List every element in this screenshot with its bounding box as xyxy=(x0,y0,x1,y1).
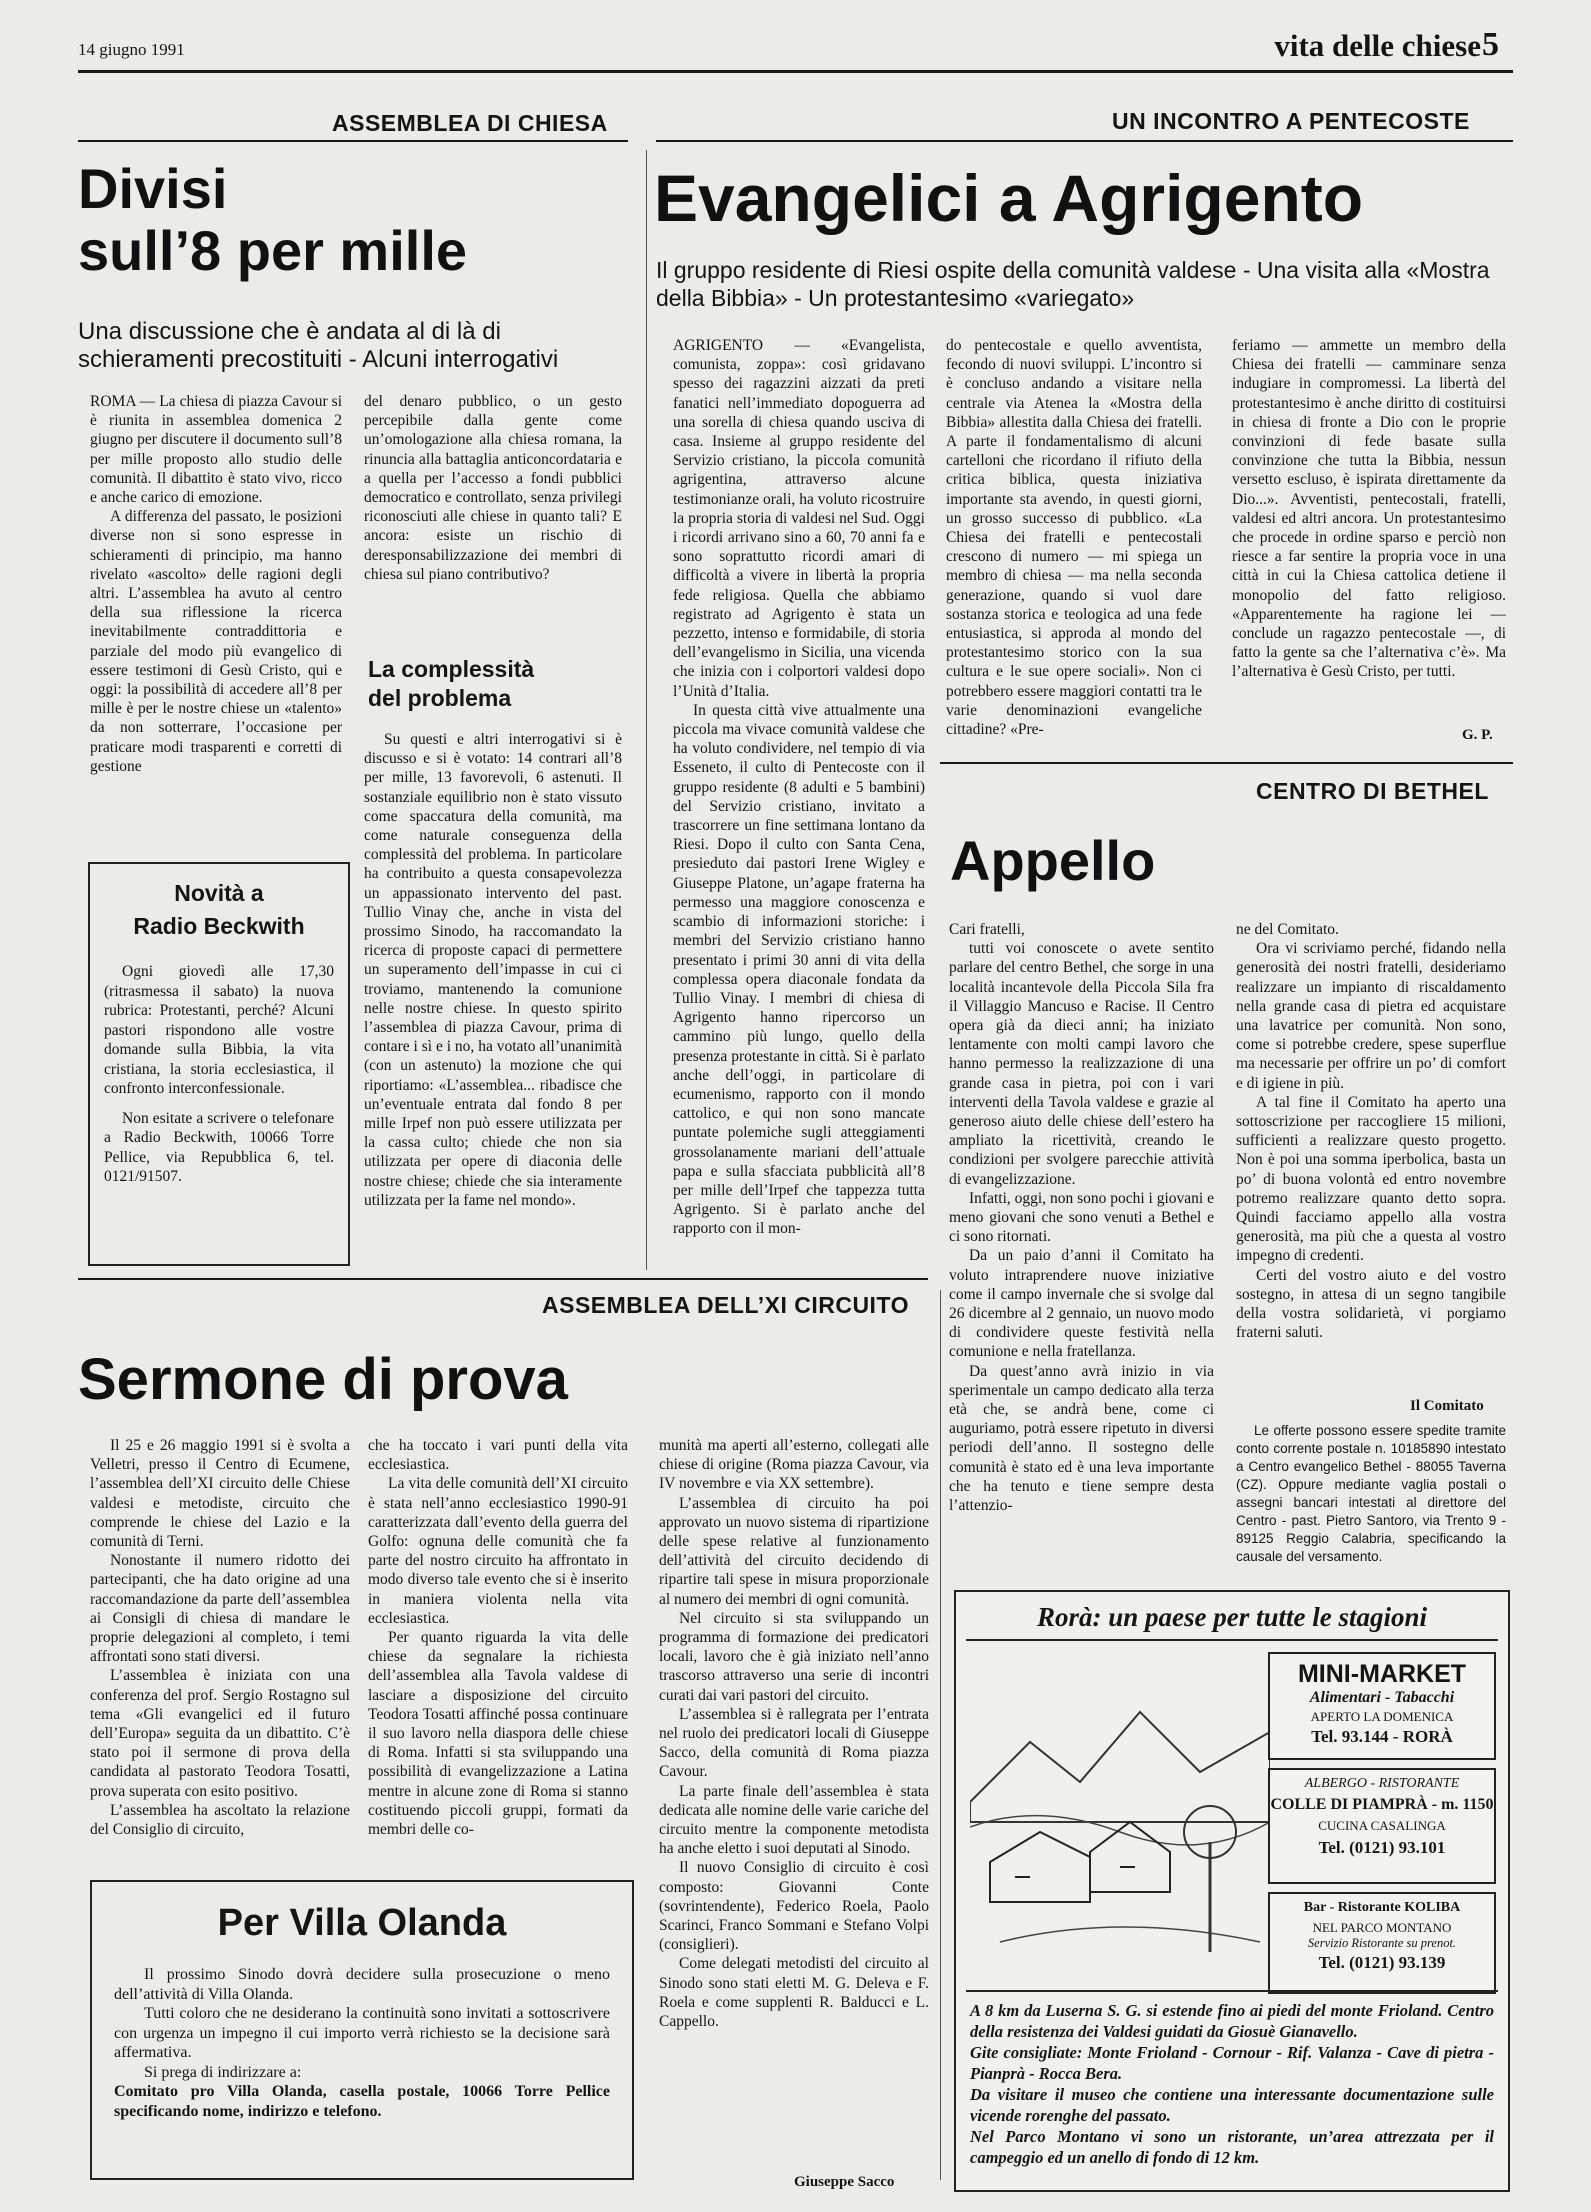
bethel-donation-note: Le offerte possono essere spedite tramite conto corrente postale n. 10185890 intestato a Centro evangelico Bethel - 88055 Taverna (CZ). Oppure mediante vaglia postali o assegni bancari intestati al direttore del Centro - past. Pietro Santoro, via Trento 9 - 89125 Reggio Calabria, specificando la causale del versamento. xyxy=(1236,1423,1506,1564)
paragraph: Ora vi scriviamo perché, fidando nella generosità dei nostri fratelli, desideriamo realizzare un impianto di riscaldamento nella grande casa di pietra ed acquistare una lavatrice per comunità. Non sono, come si potrebbe credere, spese superflue ma necessarie per offrire un po’ di comfort e di igiene in più. xyxy=(1236,940,1506,1092)
subhead-complexity: La complessità del problema xyxy=(368,656,535,711)
paragraph: Si prega di indirizzare a: xyxy=(144,2063,302,2081)
rora-ad xyxy=(954,1590,1510,2192)
assembly-col-1 xyxy=(90,392,342,842)
ad-koliba-name: NEL PARCO MONTANO xyxy=(1312,1920,1452,1935)
paragraph: feriamo — ammette un membro della Chiesa dei fratelli — camminare senza indugiare in compromessi. La libertà del protestantesimo è anche diritto di costituirsi in chiesa di fronte a Dio con le proprie convinzioni di fede basate sulla convinzione che tutta la Bibbia, nessun versetto escluso, è ispirata direttamente da Dio...». Avventisti, pentecostali, fratelli, valdesi ed altri ancora. Un protestantesimo che procede in ordine sparso e perciò non riesce a far sentire la propria voce in una città in cui la Chiesa cattolica detiene il monopolio del fatto religioso. «Apparentemente ha ragione lei — conclude un ragazzo pentecostale —, di fatto la gente sa che l’alternativa c’è». Ma l’alternativa è Gesù Cristo, per tutti. xyxy=(1232,337,1506,681)
paragraph: Tutti coloro che ne desiderano la continuità sono invitati a sottoscrivere con urgenza un impegno il cui importo verrà richiesto se la decisione sarà affermativa. xyxy=(114,2005,610,2061)
paragraph: Nel circuito si sta sviluppando un programma di formazione dei predicatori locali, lavoro che è già iniziato nell’anno trascorso attraverso una serie di incontri curati dai vari pastori del circuito. xyxy=(659,1609,929,1704)
deck-agrigento: Il gruppo residente di Riesi ospite della comunità valdese - Una visita alla «Mostra della Bibbia» - Un protestantesimo «variegato» xyxy=(656,257,1490,311)
paragraph: L’assemblea è iniziata con una conferenza del prof. Sergio Rostagno sul tema «Gli evangelici ed il futuro dell’Europa» seguita da un dibattito. C’è stato poi il sermone di prova della candidata al pastorato Teodora Tosatti, prova superata con esito positivo. xyxy=(90,1667,350,1800)
ad-albergo-tel: Tel. (0121) 93.101 xyxy=(1318,1838,1446,1857)
kicker-circuit: ASSEMBLEA DELL’XI CIRCUITO xyxy=(542,1292,909,1318)
paragraph: Il nuovo Consiglio di circuito è così composto: Giovanni Conte (sovrintendente), Federico Roela, Paolo Scarinci, Franco Sommani e Stefano Volpi (consiglieri). xyxy=(659,1859,929,1954)
rule-assembly xyxy=(78,140,628,142)
paragraph: tutti voi conoscete o avete sentito parlare del centro Bethel, che sorge in una località incantevole della Piccola Sila fra il Villaggio Mancuso e Racise. Il Centro opera già da dieci anni; ha iniziato lentamente con molti campi lavoro che hanno permesso la realizzazione di una grande casa in pietra, poi con i vari interventi della Tavola valdese e grazie al generoso aiuto delle chiese dell’estero ha ampliato la ricettività, creando le condizioni per svolgere parecchie attività di evangelizzazione. xyxy=(949,940,1214,1188)
ad-albergo-name: COLLE DI PIAMPRÀ - m. 1150 xyxy=(1270,1796,1494,1813)
circuit-col-3 xyxy=(659,1436,929,2166)
kicker-assembly: ASSEMBLEA DI CHIESA xyxy=(332,110,608,136)
paragraph: L’assemblea si è rallegrata per l’entrata nel ruolo dei predicatori locali di Giuseppe Sacco, della comunità di Roma piazza Cavour. xyxy=(659,1705,929,1781)
signature-bethel: Il Comitato xyxy=(1410,1398,1484,1414)
rule-bethel xyxy=(940,762,1513,764)
header-rule xyxy=(78,70,1513,73)
ad-mini-market-sub: Alimentari - Tabacchi xyxy=(1309,1689,1455,1706)
radio-title-1: Novità a xyxy=(174,880,264,906)
signature-agrigento: G. P. xyxy=(1462,727,1493,743)
paragraph: ne del Comitato. xyxy=(1236,921,1339,938)
ad-koliba-head: Bar - Ristorante KOLIBA xyxy=(1303,1900,1461,1915)
paragraph: Nel Parco Montano vi sono un ristorante, un’area attrezzata per il campeggio ed un anello di fondo di 12 km. xyxy=(970,2127,1494,2167)
paragraph: A tal fine il Comitato ha aperto una sottoscrizione per raccogliere 15 milioni, sufficienti a realizzare questo progetto. Non è poi una somma iperbolica, basta un po’ di buona volontà ed entro novembre potremo realizzare quanto detto sopra. Quindi facciamo appello alla vostra generosità, ma più che a questa al vostro impegno di credenti. xyxy=(1236,1093,1506,1265)
ad-mini-market-name: MINI-MARKET xyxy=(1297,1660,1467,1688)
paragraph: Cari fratelli, xyxy=(949,921,1025,938)
agrigento-col-3 xyxy=(1232,336,1506,726)
paragraph: In questa città vive attualmente una piccola ma vivace comunità valdese che ha voluto condividere, nel tempio di via Esseneto, il culto di Pentecoste con il gruppo residente (8 adulti e 5 bambini) del Servizio cristiano, invitato a trascorrere un fine settimana lontano da Riesi. Dopo il culto con Santa Cena, presieduto dai pastori Irene Wigley e Giuseppe Platone, un’agape fraterna ha permesso una maggiore conoscenza e scambio di informazioni storiche: i membri del Servizio cristiano hanno presentato i primi 30 anni di vita della complessa opera diaconale fondata da Tullio Vinay. I membri di chiesa di Agrigento hanno ripercorso un cammino più lungo, quello della presenza protestante in città. Si è parlato anche dell’oggi, in particolare di ecumenismo, rapporto con il mondo cattolico, e qui non sono mancate puntate polemiche sugli atteggiamenti grossolanamente mariani dell’attuale papa e sulla sfacciata pubblicità all’8 per mille dell’Irpef che tappezza tutta Agrigento. Si è parlato anche del rapporto con il mon- xyxy=(673,701,925,1238)
paragraph: A 8 km da Luserna S. G. si estende fino ai piedi del monte Frioland. Centro della resistenza dei Valdesi guidati da Giosuè Gianavello. xyxy=(970,2001,1494,2041)
bethel-col-1 xyxy=(949,920,1214,1580)
paragraph: Il 25 e 26 maggio 1991 si è svolta a Velletri, presso il Centro di Ecumene, l’assemblea dell’XI circuito delle Chiese valdesi e metodiste, circuito che comprende le chiese del Lazio e la comunità di Terni. xyxy=(90,1437,350,1551)
paragraph: Nonostante il numero ridotto dei partecipanti, che ha dato origine ad una raccomandazione da parte dell’assemblea ai Consigli di chiesa di mandare le proprie delegazioni al completo, i temi affrontati sono stati diversi. xyxy=(90,1552,350,1666)
paragraph: La parte finale dell’assemblea è stata dedicata alle nomine delle varie cariche del circuito mentre la componente metodista ha anche eletto i suoi deputati al Sinodo. xyxy=(659,1782,929,1858)
paragraph: Il prossimo Sinodo dovrà decidere sulla prosecuzione o meno dell’attività di Villa Olanda. xyxy=(114,1966,610,2003)
paragraph: Comitato pro Villa Olanda, casella postale, 10066 Torre Pellice specificando nome, indirizzo e telefono. xyxy=(114,2083,610,2120)
paragraph: Infatti, oggi, non sono pochi i giovani e meno giovani che sono venuti a Bethel e ci sono ritornati. xyxy=(949,1189,1214,1246)
kicker-bethel: CENTRO DI BETHEL xyxy=(1256,778,1489,804)
villa-olanda-box xyxy=(90,1880,634,2180)
circuit-col-1 xyxy=(90,1436,350,1854)
rora-divider xyxy=(966,1990,1498,1992)
paragraph: L’assemblea di circuito ha poi approvato un nuovo sistema di ripartizione delle spese relative al funzionamento dell’attività del circuito decidendo di ripartire tali spese in misura proporzionale al numero dei membri di ogni comunità. xyxy=(659,1494,929,1608)
page-number: 5 xyxy=(1482,26,1499,63)
assembly-col-2 xyxy=(364,392,622,662)
ad-mini-market-tel: Tel. 93.144 - RORÀ xyxy=(1311,1727,1453,1746)
agrigento-col-2 xyxy=(946,336,1202,746)
radio-box xyxy=(88,862,350,1266)
signature-circuit: Giuseppe Sacco xyxy=(794,2174,895,2190)
paragraph: Da un paio d’anni il Comitato ha voluto intraprendere nuove iniziative come il campo invernale che si svolge dal 26 dicembre al 2 gennaio, un nuovo modo di condividere queste festività nella comunione e nella fratellanza. xyxy=(949,1247,1214,1361)
paragraph: munità ma aperti all’esterno, collegati alle chiese di origine (Roma piazza Cavour, via IV novembre e via XX settembre). xyxy=(659,1437,929,1493)
radio-title-2: Radio Beckwith xyxy=(133,913,305,939)
paragraph: Da quest’anno avrà inizio in via sperimentale un campo dedicato alla terza età che, se andrà bene, come ci auguriamo, potrà essere ripetuto in diversi periodi dell’anno. Il sostegno delle comunità è stato ed è una leva importante che ha tenuto e tiene sempre desta l’attenzio- xyxy=(949,1362,1214,1515)
paragraph: che ha toccato i vari punti della vita ecclesiastica. xyxy=(368,1437,628,1474)
paragraph: do pentecostale e quello avventista, fecondo di nuovi sviluppi. L’incontro si è concluso andando a visitare nella centrale via Atenea la «Mostra della Bibbia» allestita dalla Chiesa dei fratelli. A parte il fondamentalismo di alcuni cartelloni che ricordano il rifiuto della critica biblica, questa iniziativa importante sta avendo, in questi giorni, un grosso successo di pubblico. «La Chiesa dei fratelli e pentecostali crescono di numero — mi spiega un membro di chiesa — ma nella seconda generazione, quando si vuol dare sostanza storica e teologica ad una fede entusiastica, si approda al mondo del protestantesimo storico con la sua cultura e le sue opere sociali». Non ci potrebbero essere maggiori contatti tra le varie denominazioni evangeliche cittadine? «Pre- xyxy=(946,337,1202,739)
paragraph: Per quanto riguarda la vita delle chiese da segnalare la richiesta dell’assemblea alla Tavola valdese di lasciare a disposizione del circuito Teodora Tosatti affinché possa continuare il suo lavoro nella diaspora delle chiese di Roma. Infatti si sta sviluppando una possibilità di evangelizzazione a Latina mentre in alcune zone di Roma si stanno costituendo piccoli gruppi, formati da membri delle co- xyxy=(368,1629,628,1839)
column-rule xyxy=(940,1290,941,2180)
rora-title: Rorà: un paese per tutte le stagioni xyxy=(1036,1602,1428,1632)
headline-assembly-1: Divisi xyxy=(78,157,228,220)
paragraph: Come delegati metodisti del circuito al Sinodo sono stati eletti M. G. Deleva e F. Roela e come supplenti R. Balducci e L. Cappello. xyxy=(659,1955,929,2031)
paragraph: Certi del vostro aiuto e del vostro sostegno, in attesa di un segno tangibile della vostra solidarietà, vi porgiamo fraterni saluti. xyxy=(1236,1266,1506,1342)
bethel-col-2 xyxy=(1236,920,1506,1400)
village-illustration xyxy=(970,1652,1270,1972)
headline-assembly-2: sull’8 per mille xyxy=(78,219,468,282)
ad-koliba-note: Servizio Ristorante su prenot. xyxy=(1307,1936,1457,1950)
radio-body: Ogni giovedì alle 17,30 (ritrasmessa il sabato) la nuova rubrica: Protestanti, perché? Alcuni pastori rispondono alle vostre domande sulla Bibbia, la vita cristiana, la storia ecclesiastica, il confronto interconfessionale. xyxy=(104,963,334,1097)
paragraph: AGRIGENTO — «Evangelista, comunista, zoppa»: così gridavano spesso dei ragazzini aizzati da preti fanatici nell’immediato dopoguerra ad una sorella di chiesa quando usciva di casa. Insieme al gruppo residente del Servizio cristiano, la piccola comunità agrigentina, attraverso alcune testimonianze orali, ha voluto ricostruire la propria storia di valdesi nel Sud. Oggi i ricordi arrivano sino a 60, 70 anni fa e sono soprattutto ricordi amari di difficoltà a vivere in libertà la propria fede religiosa. Quella che abbiamo registrato ad Agrigento è stata un pezzetto, intenso e formidabile, di storia dell’evangelismo in Sicilia, una vicenda che inizia con i colportori valdesi dopo l’Unità d’Italia. xyxy=(673,337,925,700)
kicker-agrigento: UN INCONTRO A PENTECOSTE xyxy=(1112,108,1470,134)
paragraph: Su questi e altri interrogativi si è discusso e si è votato: 14 contrari all’8 per mille, 13 favorevoli, 6 astenuti. Il sostanziale equilibrio non è stato vissuto come spaccatura della comunità, ma come naturale conseguenza della complessità del problema. In particolare ha contribuito a questa consapevolezza un appassionato intervento del past. Tullio Vinay che, anche in vista del prossimo Sinodo, ha raccomandato la ricerca di proposte capaci di permettere un superamento dell’impasse in cui ci troviamo, mantenendo la comunione nelle nostre chiese. In questo spirito l’assemblea di piazza Cavour, prima di contare i sì e i no, ha votato all’unanimità (con un astenuto) la mozione che qui riportiamo: «L’assemblea... ribadisce che un’eventuale entrata dal fondo 8 per mille Irpef non può essere utilizzata per la cassa culto; chiede che non sia utilizzata per opere di diaconia delle nostre chiese; chiede che sia interamente utilizzata per la fame nel mondo». xyxy=(364,731,622,1209)
ad-albergo-note: CUCINA CASALINGA xyxy=(1318,1818,1446,1833)
paragraph: L’assemblea ha ascoltato la relazione del Consiglio di circuito, xyxy=(90,1801,350,1839)
ad-koliba-tel: Tel. (0121) 93.139 xyxy=(1318,1953,1446,1972)
rule-circuit xyxy=(78,1278,928,1280)
paragraph: ROMA — La chiesa di piazza Cavour si è riunita in assemblea domenica 2 giugno per discutere il documento sull’8 per mille proposto allo studio delle comunità. Il dibattito è stato vivo, ricco e anche carico di emozione. xyxy=(90,393,342,507)
rora-description xyxy=(970,2000,1494,2168)
paragraph: Da visitare il museo che contiene una interessante documentazione sulle vicende rorenghe del passato. xyxy=(970,2085,1494,2125)
headline-agrigento: Evangelici a Agrigento xyxy=(654,161,1364,235)
headline-circuit: Sermone di prova xyxy=(78,1347,568,1412)
ad-koliba xyxy=(1268,1892,1496,1994)
paragraph: A differenza del passato, le posizioni diverse non si sono espresse in schieramenti di principio, ma hanno rivelato «ascolto» delle ragioni degli altri. L’assemblea ha avuto al centro della sua riflessione la ricerca inevitabilmente contraddittoria e parziale del modo più evangelico di essere testimoni di Gesù Cristo, qui e oggi: la possibilità di accedere all’8 per mille è per le nostre chiese un «talento» da non sotterrare, l’occasione per praticare modi trasparenti e corretti di gestione xyxy=(90,508,342,775)
issue-date: 14 giugno 1991 xyxy=(78,40,185,59)
deck-assembly: Una discussione che è andata al di là di schieramenti precostituiti - Alcuni interrogativi xyxy=(78,318,559,373)
paragraph: del denaro pubblico, o un gesto percepibile dalla gente come un’omologazione alla chiesa romana, la rinuncia alla battaglia anticoncordataria e a quella per l’accesso a fondi pubblici democratico e controllato, senza privilegi riconosciuti alle chiese in quanto tali? E ancora: esiste un rischio di deresponsabilizzazione dei membri di chiesa sul piano contributivo? xyxy=(364,393,622,583)
ad-mini-market xyxy=(1268,1652,1496,1760)
ad-albergo xyxy=(1268,1768,1496,1884)
radio-contact: Non esitate a scrivere o telefonare a Radio Beckwith, 10066 Torre Pellice, via Repubblica 6, tel. 0121/91507. xyxy=(104,1109,334,1185)
paragraph: La vita delle comunità dell’XI circuito è stata nell’anno ecclesiastico 1990-91 caratterizzata dall’evento della guerra del Golfo: ognuna delle comunità che fa parte del nostro circuito ha affrontato in modo diverso tale evento che si è inserito in maniera violenta nella vita ecclesiastica. xyxy=(368,1475,628,1627)
column-rule xyxy=(646,150,647,1270)
circuit-col-2 xyxy=(368,1436,628,1854)
rora-title-rule xyxy=(966,1639,1498,1641)
villa-olanda-title: Per Villa Olanda xyxy=(217,1902,507,1944)
rule-agrigento xyxy=(656,140,1513,142)
headline-bethel: Appello xyxy=(950,829,1156,892)
agrigento-col-1 xyxy=(673,336,925,1266)
section-title: vita delle chiese xyxy=(1274,28,1481,63)
paragraph: Gite consigliate: Monte Frioland - Cornour - Rif. Valanza - Cave di pietra - Pianprà - Rocca Bera. xyxy=(970,2043,1494,2083)
assembly-col-2b xyxy=(364,730,622,1260)
ad-albergo-head: ALBERGO - RISTORANTE xyxy=(1304,1776,1460,1791)
ad-mini-market-note: APERTO LA DOMENICA xyxy=(1310,1709,1454,1724)
